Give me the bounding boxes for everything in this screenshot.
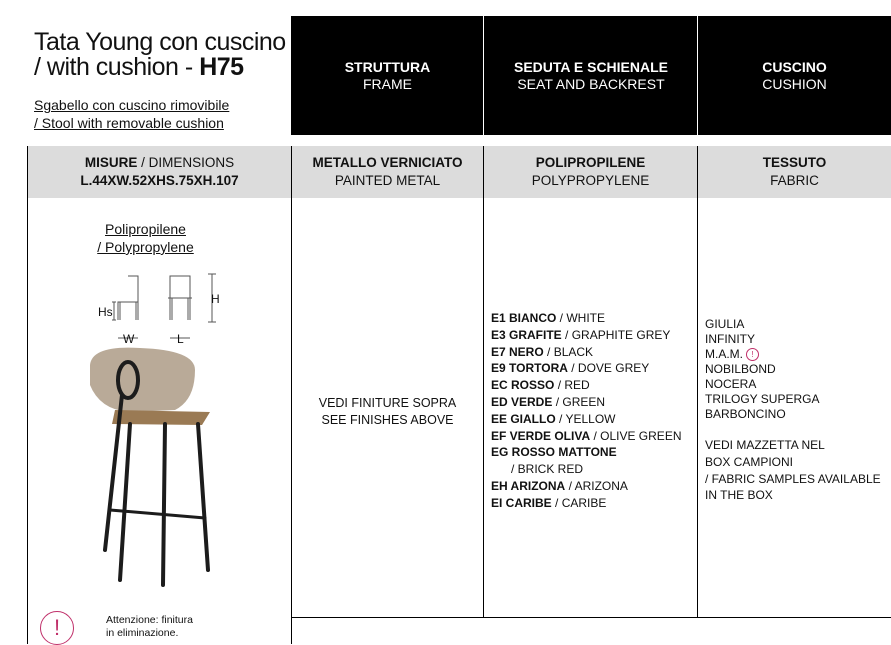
title-line-2: / with cushion -: [34, 53, 200, 81]
frame-note: [292, 395, 483, 429]
fabric-item: BARBONCINO: [705, 407, 786, 421]
diagram-front-back: [170, 276, 190, 298]
material-seat-en: POLYPROPYLENE: [531, 173, 650, 188]
grid-line: [483, 146, 484, 617]
header-seat-en: SEAT AND BACKREST: [517, 75, 665, 92]
finish-item: EE GIALLO / YELLOW: [491, 411, 616, 426]
header-frame: [291, 16, 484, 135]
warning-line-1: Attenzione: finitura: [106, 614, 193, 626]
dimensions-label-it: MISURE: [84, 155, 138, 170]
diagram-side-seat: [118, 302, 138, 320]
finish-item: EF VERDE OLIVA / OLIVE GREEN: [491, 428, 682, 443]
warning-small-icon: !: [746, 348, 759, 361]
header-seat: [484, 16, 698, 135]
finish-item: ED VERDE / GREEN: [491, 394, 606, 409]
dimensions-cell: [28, 146, 291, 198]
stool-leg: [120, 424, 130, 580]
material-frame-it: METALLO VERNICIATO: [312, 155, 463, 170]
fabric-item: NOCERA: [705, 377, 757, 391]
material-frame-en: PAINTED METAL: [334, 173, 441, 188]
finish-item: / BRICK RED: [511, 462, 584, 477]
dimension-diagram: [90, 268, 230, 348]
fabric-note-line-4: IN THE BOX: [705, 488, 773, 503]
subtitle-it: Sgabello con cuscino rimovibile: [34, 97, 230, 113]
diagram-label-l: L: [177, 332, 184, 346]
fabric-item: GIULIA: [705, 317, 745, 331]
header-divider: [697, 16, 698, 135]
stool-leg: [198, 424, 208, 570]
header-cushion: [698, 16, 891, 135]
material-cushion-it: TESSUTO: [762, 155, 827, 170]
warning-text: [106, 614, 193, 640]
frame-note-line-2: SEE FINISHES ABOVE: [321, 412, 454, 427]
header-cushion-en: CUSHION: [762, 75, 827, 92]
warning-line-2: in eliminazione.: [106, 627, 179, 639]
finish-item: E3 GRAFITE / GRAPHITE GREY: [491, 327, 671, 342]
grid-line: [697, 146, 698, 617]
warning-icon: !: [40, 611, 74, 645]
product-material-it: Polipropilene: [105, 221, 186, 237]
material-cushion-cell: [698, 146, 891, 198]
header-divider: [483, 16, 484, 135]
stool-backrest: [90, 348, 195, 412]
stool-leg: [163, 424, 165, 585]
stool-image: [60, 340, 260, 600]
finish-item: EC ROSSO / RED: [491, 378, 590, 393]
finish-item: EI CARIBE / CARIBE: [491, 495, 607, 510]
product-material: [0, 220, 291, 256]
grid-line: [291, 617, 891, 618]
fabric-note-line-3: / FABRIC SAMPLES AVAILABLE: [705, 471, 881, 486]
fabric-item: M.A.M. !: [705, 347, 889, 362]
material-cushion-en: FABRIC: [770, 173, 819, 188]
finish-item: E7 NERO / BLACK: [491, 344, 594, 359]
diagram-label-hs: Hs: [98, 305, 113, 319]
fabric-item: NOBILBOND: [705, 362, 776, 376]
seat-finishes-list: [491, 310, 696, 512]
fabric-note: [705, 437, 889, 504]
dimensions-label-en: / DIMENSIONS: [137, 155, 235, 170]
finish-item: E9 TORTORA / DOVE GREY: [491, 361, 650, 376]
fabric-item: INFINITY: [705, 332, 755, 346]
subtitle-en: / Stool with removable cushion: [34, 115, 224, 131]
subtitle: [34, 96, 229, 132]
header-frame-en: FRAME: [363, 75, 412, 92]
title-line-1: Tata Young con cuscino: [34, 28, 286, 56]
header-seat-it: SEDUTA E SCHIENALE: [513, 58, 668, 75]
diagram-label-w: W: [123, 332, 135, 346]
product-material-en: / Polypropylene: [97, 239, 194, 255]
finish-item: EG ROSSO MATTONE: [491, 445, 617, 460]
stool-seat: [112, 410, 210, 425]
page-title: [34, 30, 286, 80]
header-frame-it: STRUTTURA: [344, 58, 431, 75]
fabric-item: TRILOGY SUPERGA: [705, 392, 820, 406]
diagram-label-h: H: [211, 292, 220, 306]
material-seat-it: POLIPROPILENE: [535, 155, 646, 170]
material-seat-cell: [484, 146, 697, 198]
finish-item: E1 BIANCO / WHITE: [491, 311, 606, 325]
fabric-list: [705, 317, 889, 422]
frame-note-line-1: VEDI FINITURE SOPRA: [318, 396, 457, 410]
dimensions-value: L.44XW.52XHS.75XH.107: [80, 173, 239, 188]
finish-item: EH ARIZONA / ARIZONA: [491, 478, 628, 493]
fabric-note-line-1: VEDI MAZZETTA NEL: [705, 438, 825, 452]
fabric-note-line-2: BOX CAMPIONI: [705, 454, 794, 469]
header-cushion-it: CUSCINO: [762, 58, 827, 75]
material-frame-cell: [292, 146, 483, 198]
height-code: H75: [199, 53, 244, 81]
